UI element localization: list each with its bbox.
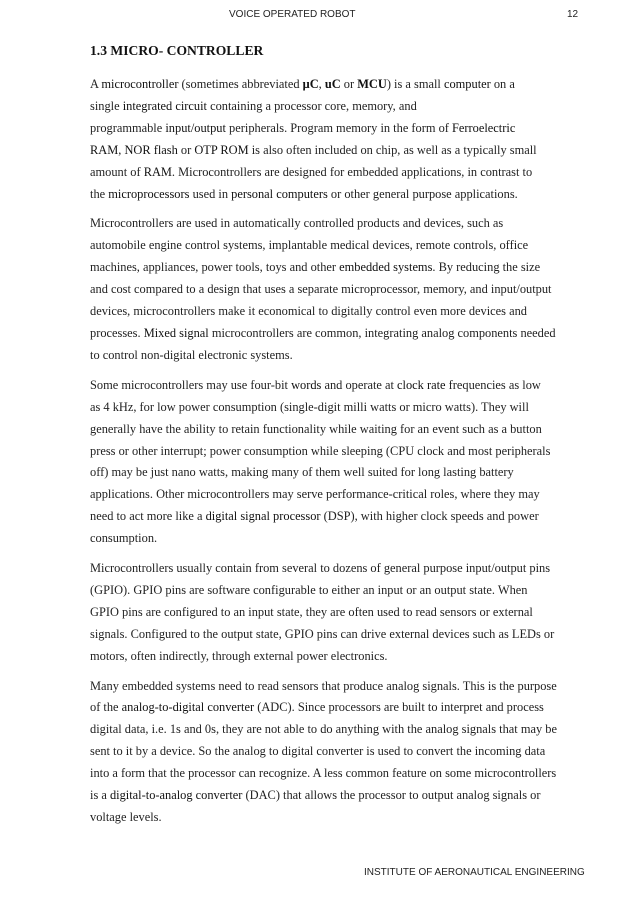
text-segment: peripherals. Program memory in the form of (225, 120, 453, 135)
text-line (90, 441, 590, 463)
linked-term[interactable]: Mixed signal (143, 325, 209, 340)
text-segment: the (90, 186, 109, 201)
text-line (90, 345, 590, 367)
text-line (90, 602, 590, 624)
linked-term[interactable]: integrated circuit (122, 98, 207, 113)
linked-term[interactable]: personal computers (231, 186, 328, 201)
text-segment: signals. Configured to the output state, GPIO pins can drive external devices such as LEDs or (90, 626, 555, 641)
text-line (90, 96, 590, 118)
linked-term[interactable]: microprocessors (108, 186, 190, 201)
text-line (90, 462, 590, 484)
text-segment: programmable (90, 120, 166, 135)
text-segment: Microcontrollers are used in automatically controlled products and devices, such as (90, 216, 504, 231)
linked-term[interactable]: microcontroller (101, 77, 179, 91)
paragraph (90, 676, 590, 829)
text-segment: is a (90, 788, 110, 803)
text-segment: or other general purpose applications. (327, 186, 518, 201)
linked-term[interactable]: OTP ROM (194, 142, 249, 157)
text-segment: off) may be just nano watts, making many of them well suited for long lasting battery (90, 465, 514, 480)
text-segment: or (177, 142, 195, 157)
text-line (90, 397, 590, 419)
text-segment: motors, often indirectly, through external power electronics. (90, 648, 388, 663)
linked-term[interactable]: computer (443, 77, 491, 91)
text-segment: ) is a small (386, 77, 444, 91)
text-segment: GPIO pins are configured to an input state, they are often used to read sensors or external (90, 604, 533, 619)
text-line (90, 697, 590, 719)
text-segment: and operate at (321, 377, 398, 392)
text-segment: as 4 kHz, for low power consumption (single-digit milli watts or micro watts). They will (90, 399, 529, 414)
body-text (90, 74, 590, 837)
text-line (90, 506, 590, 528)
linked-term[interactable]: MCU (357, 77, 387, 91)
text-line (90, 257, 590, 279)
text-segment: containing a processor core, memory, and (207, 98, 417, 113)
linked-term[interactable]: digital-to-analog converter (109, 788, 243, 803)
linked-term[interactable]: input/output (165, 120, 226, 135)
text-line (90, 375, 590, 397)
text-segment: (ADC). Since processors are built to interpret and process (254, 700, 544, 715)
paragraph (90, 375, 590, 550)
text-segment: . Microcontrollers are designed for embedded applications, in contrast to (171, 164, 533, 179)
text-segment: is also often included on chip, as well as a typically small (248, 142, 537, 157)
paragraph (90, 74, 590, 205)
linked-term[interactable]: μC (302, 77, 319, 91)
text-line (90, 807, 590, 829)
text-segment: (DAC) that allows the processor to output analog signals or (242, 788, 541, 803)
header-title: VOICE OPERATED ROBOT (229, 9, 356, 20)
text-segment: microcontrollers are common, integrating analog components needed (208, 325, 556, 340)
text-line (90, 279, 590, 301)
linked-term[interactable]: RAM (143, 164, 172, 179)
text-segment: , (118, 142, 125, 157)
text-segment: and cost compared to a design that uses a separate microprocessor, memory, and input/output (90, 282, 552, 297)
text-line (90, 301, 590, 323)
text-line (90, 580, 590, 602)
text-segment: consumption. (90, 531, 158, 546)
section-title: 1.3 MICRO- CONTROLLER (90, 43, 264, 58)
text-line (90, 74, 590, 96)
text-segment: single (90, 98, 123, 113)
paragraph (90, 558, 590, 668)
page-number: 12 (567, 9, 579, 20)
linked-term[interactable]: analog-to-digital converter (121, 700, 255, 715)
text-segment: (GPIO). GPIO pins are software configurable to either an input or an output state. When (90, 582, 528, 597)
text-segment: automobile engine control systems, implantable medical devices, remote controls, office (90, 238, 529, 253)
text-line (90, 484, 590, 506)
text-segment: processes. (90, 325, 144, 340)
text-segment: Microcontrollers usually contain from several to dozens of general purpose input/output pins (90, 561, 551, 576)
text-line (90, 676, 590, 698)
text-line (90, 624, 590, 646)
linked-term[interactable]: RAM (90, 142, 119, 157)
text-line (90, 419, 590, 441)
text-segment: to control non-digital electronic systems. (90, 347, 293, 362)
text-segment: Many embedded systems need to read sensors that produce analog signals. This is the purpose (90, 678, 557, 693)
linked-term[interactable]: digital signal processor (205, 509, 321, 524)
text-segment: of the (90, 700, 122, 715)
text-line (90, 118, 590, 140)
linked-term[interactable]: uC (324, 77, 341, 91)
text-segment: on a (490, 77, 515, 91)
text-segment: , (318, 77, 325, 91)
linked-term[interactable]: embedded systems (339, 260, 433, 275)
text-line (90, 162, 590, 184)
linked-term[interactable]: clock rate (397, 377, 446, 392)
text-line (90, 558, 590, 580)
text-line (90, 140, 590, 162)
text-segment: voltage levels. (90, 810, 162, 824)
text-segment: (sometimes abbreviated (178, 77, 303, 91)
paragraph (90, 213, 590, 366)
linked-term[interactable]: NOR flash (124, 142, 178, 157)
text-segment: amount of (90, 164, 144, 179)
linked-term[interactable]: words (291, 377, 322, 392)
footer-institution: INSTITUTE OF AERONAUTICAL ENGINEERING (364, 867, 585, 878)
text-segment: need to act more like a (90, 509, 206, 524)
text-segment: machines, appliances, power tools, toys and other (90, 260, 340, 275)
text-segment: A (90, 77, 102, 91)
text-segment: devices, microcontrollers make it economical to digitally control even more devices and (90, 304, 527, 319)
text-segment: into a form that the processor can recognize. A less common feature on some microcontrollers (90, 766, 557, 781)
text-segment: sent to it by a device. So the analog to digital converter is used to convert the incoming data (90, 744, 546, 759)
text-line (90, 785, 590, 807)
text-line (90, 646, 590, 668)
text-segment: press or other interrupt; power consumption while sleeping (CPU clock and most peripherals (90, 443, 551, 458)
text-segment: generally have the ability to retain functionality while waiting for an event such as a button (90, 421, 542, 436)
text-segment: Some microcontrollers may use four-bit (90, 377, 292, 392)
text-segment: . By reducing the size (432, 260, 541, 275)
text-segment: or (340, 77, 358, 91)
text-line (90, 763, 590, 785)
linked-term[interactable]: Ferroelectric (452, 120, 516, 135)
text-segment: applications. Other microcontrollers may serve performance-critical roles, where they may (90, 487, 540, 502)
text-line (90, 528, 590, 550)
text-line (90, 741, 590, 763)
text-line (90, 719, 590, 741)
text-segment: (DSP), with higher clock speeds and power (320, 509, 539, 524)
text-line (90, 184, 590, 206)
text-segment: used in (189, 186, 232, 201)
text-line (90, 235, 590, 257)
text-line (90, 323, 590, 345)
text-line (90, 213, 590, 235)
text-segment: digital data, i.e. 1s and 0s, they are not able to do anything with the analog signals that may be (90, 722, 557, 737)
text-segment: frequencies as low (445, 377, 541, 392)
